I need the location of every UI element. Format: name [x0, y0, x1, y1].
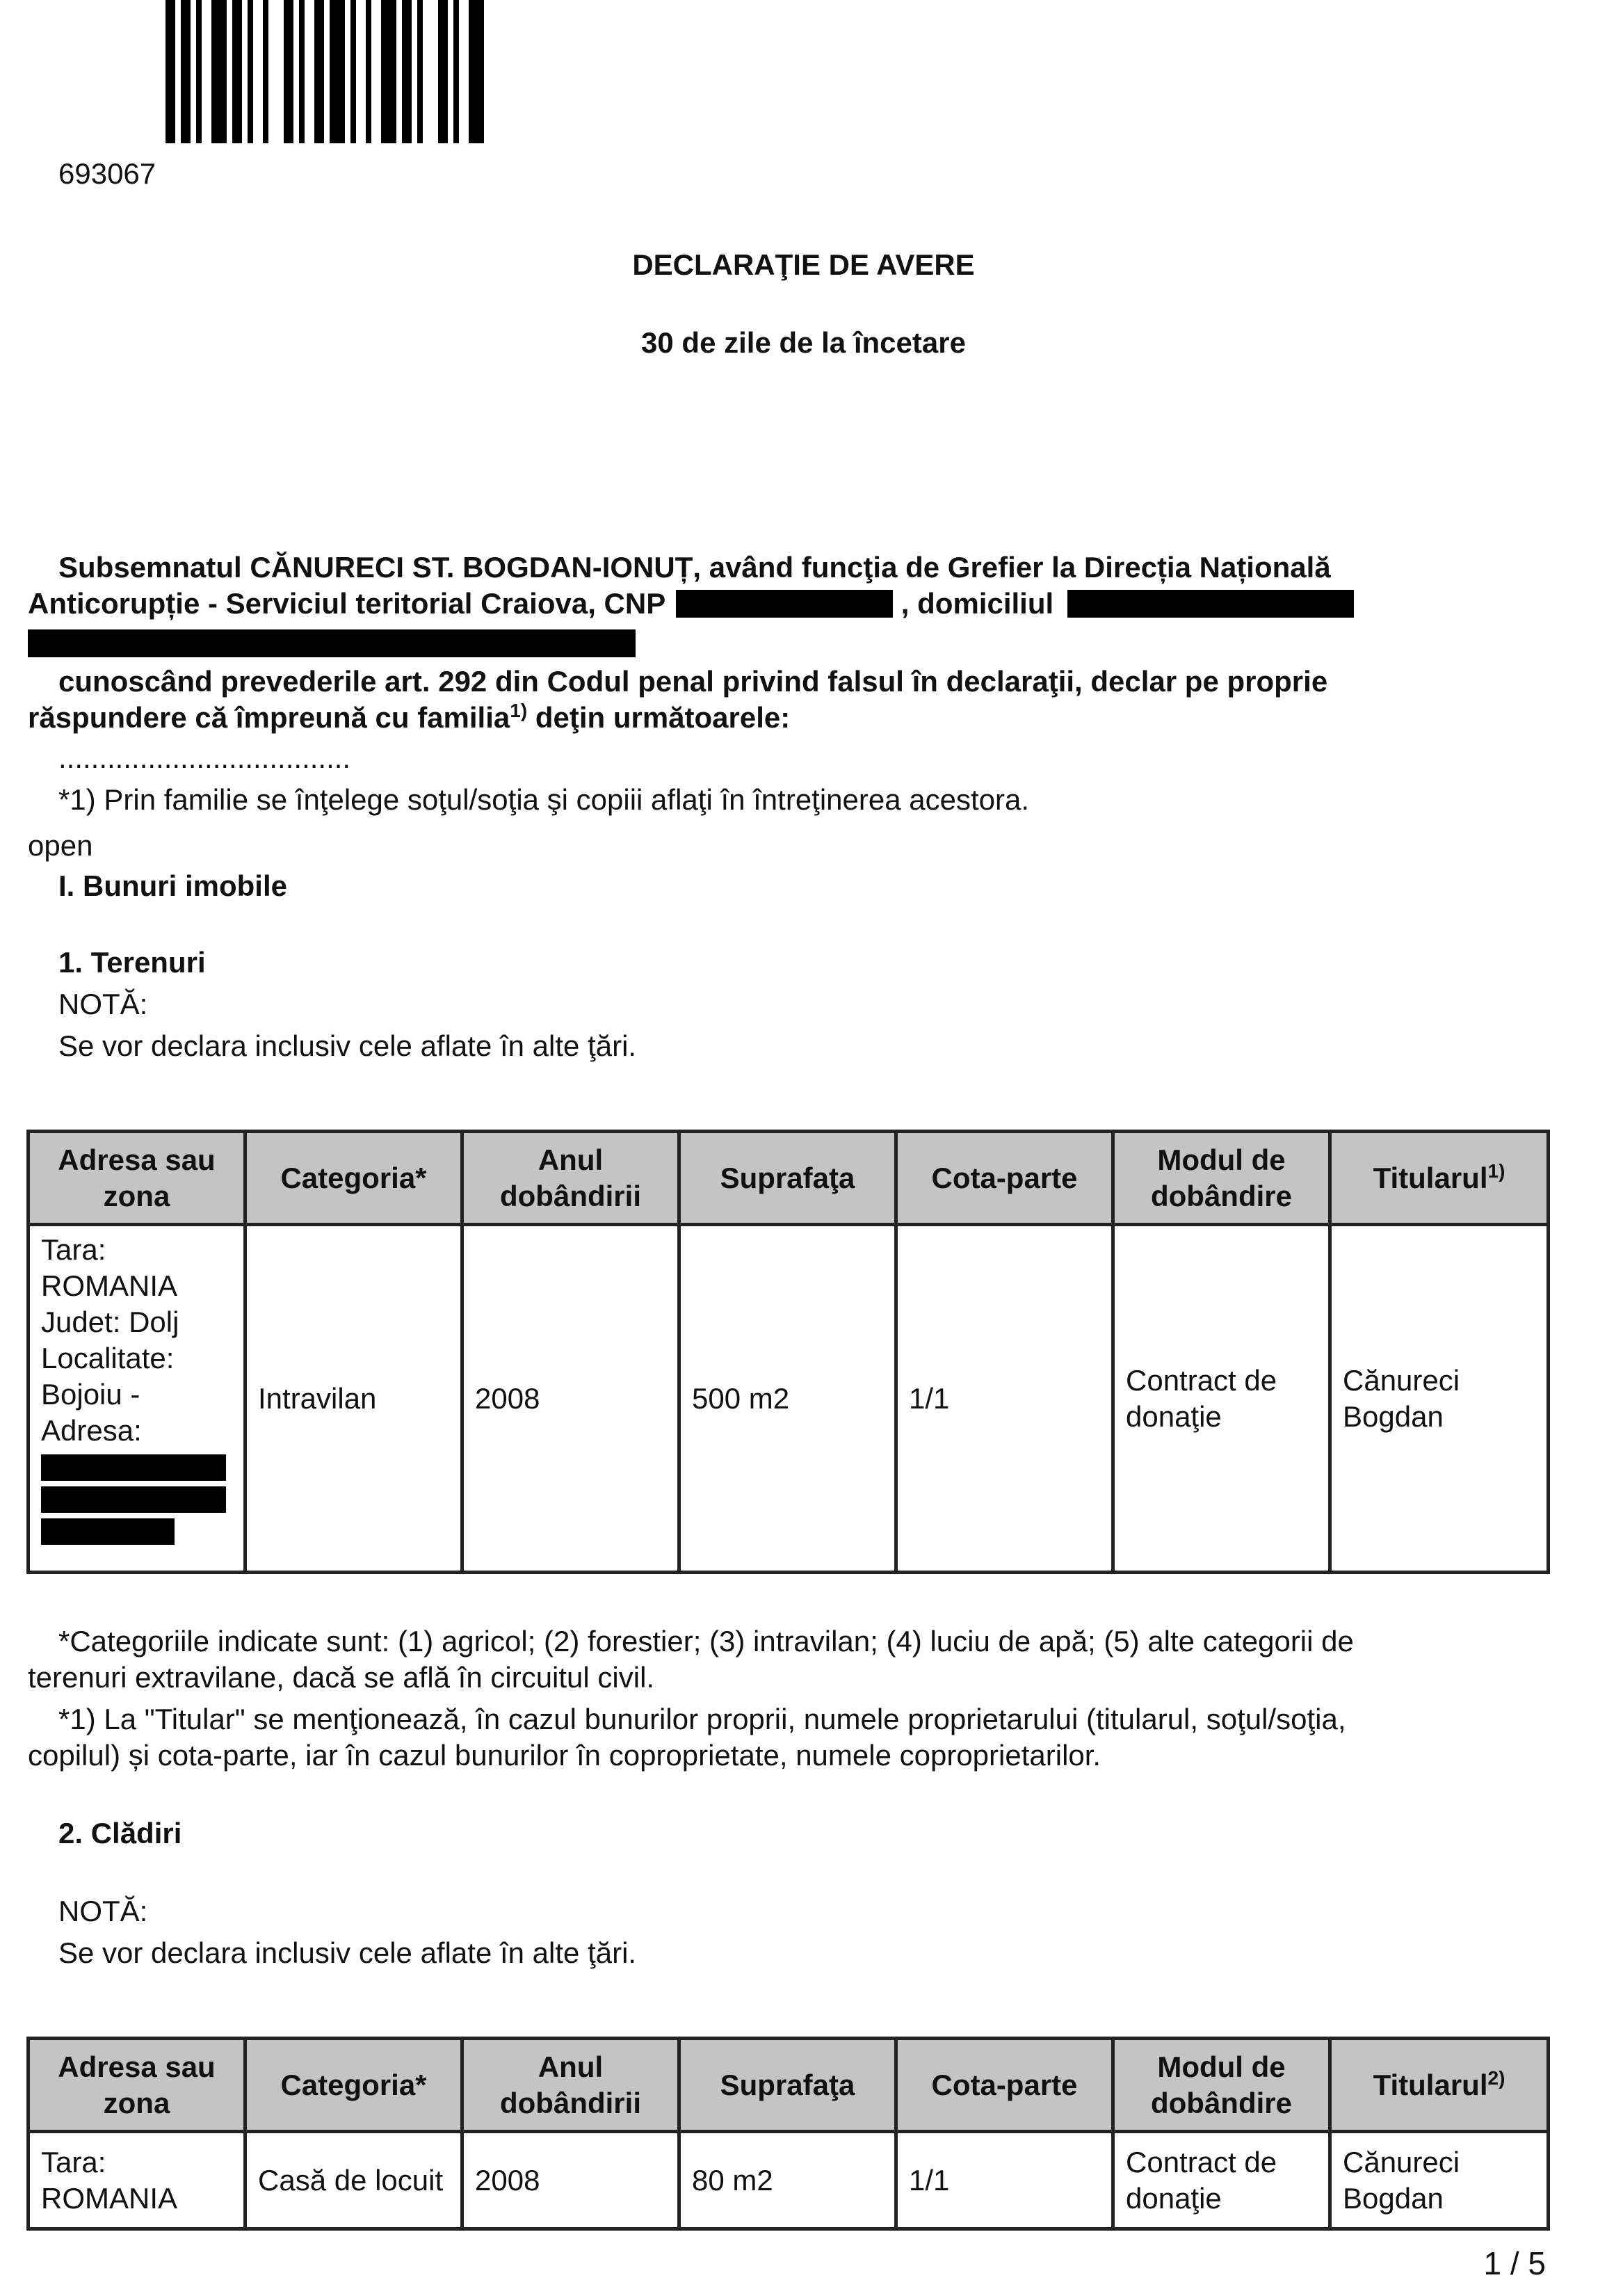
barcode-bar: [248, 0, 253, 143]
cell-mode: Contract de donaţie: [1113, 1225, 1330, 1573]
col-mode: Modul de dobândire: [1113, 1132, 1330, 1225]
categories-note-line-2: terenuri extravilane, dacă se află în circuitul civil.: [28, 1661, 655, 1694]
barcode: [165, 0, 757, 143]
col-category: Categoria*: [245, 2039, 462, 2132]
cell-category: Casă de locuit: [245, 2132, 462, 2229]
barcode-bar: [165, 0, 175, 143]
cell-surface: 80 m2: [679, 2132, 896, 2229]
barcode-bar: [350, 0, 356, 143]
cell-year: 2008: [462, 1225, 679, 1573]
barcode-bar: [211, 0, 227, 143]
barcode-bar: [402, 0, 412, 143]
nota-text: Se vor declara inclusiv cele aflate în alte ţări.: [58, 1029, 637, 1062]
cell-address: Tara: ROMANIA: [29, 2132, 245, 2229]
barcode-bar: [181, 0, 191, 143]
address-line: ROMANIA: [41, 1269, 178, 1302]
nota-label-2: NOTĂ:: [58, 1895, 148, 1927]
barcode-bar: [417, 0, 423, 143]
table-header-row: [29, 2039, 1549, 2132]
col-address: Adresa sau zona: [29, 2039, 245, 2132]
cell-address: [29, 1225, 245, 1573]
table-header-row: [29, 1132, 1549, 1225]
table-row: [29, 1225, 1549, 1573]
subsection-heading-buildings: 2. Clădiri: [58, 1817, 182, 1849]
address-line: Bojoiu -: [41, 1378, 140, 1411]
open-label: open: [28, 829, 93, 862]
holder-sup: 2): [1487, 2066, 1505, 2089]
col-year: Anul dobândirii: [462, 2039, 679, 2132]
address-line: Adresa:: [41, 1414, 142, 1447]
col-holder: [1330, 1132, 1549, 1225]
barcode-bar: [453, 0, 459, 143]
intro-cnp-label: Anticorupție - Serviciul teritorial Craiova, CNP: [28, 587, 665, 620]
intro-domicile-label: , domiciliul: [901, 587, 1054, 620]
barcode-number: 693067: [58, 157, 156, 190]
barcode-bar: [263, 0, 268, 143]
declaration-line-1: cunoscând prevederile art. 292 din Codul penal privind falsul în declaraţii, declar pe proprie: [58, 665, 1328, 698]
address-line: Localitate:: [41, 1342, 175, 1374]
document-title: DECLARAŢIE DE AVERE: [632, 248, 975, 281]
cell-surface: 500 m2: [679, 1225, 896, 1573]
page-number: 1 / 5: [1483, 2245, 1546, 2281]
barcode-bar: [330, 0, 345, 143]
cell-share: 1/1: [896, 2132, 1113, 2229]
address-line: Tara:: [41, 1233, 106, 1266]
holder-label: Titularul: [1373, 2068, 1488, 2101]
barcode-bar: [314, 0, 324, 143]
footnote-family: *1) Prin familie se înţelege soţul/soţia şi copiii aflaţi în întreţinerea acestora.: [58, 783, 1030, 816]
cell-year: 2008: [462, 2132, 679, 2229]
intro-line-2: [28, 586, 1354, 622]
titular-note-line-2: copilul) și cota-parte, iar în cazul bunurilor în coproprietate, numele coproprietarilor.: [28, 1739, 1101, 1772]
section-heading: I. Bunuri imobile: [58, 869, 288, 902]
redacted-address-1: [41, 1454, 226, 1481]
col-share: Cota-parte: [896, 2039, 1113, 2132]
barcode-bar: [469, 0, 484, 143]
redacted-domicile-2: [28, 629, 636, 657]
table-row: [29, 2132, 1549, 2229]
redacted-address-3: [41, 1518, 175, 1545]
cell-share: 1/1: [896, 1225, 1113, 1573]
barcode-bar: [366, 0, 371, 143]
intro-line-1: Subsemnatul CĂNURECI ST. BOGDAN-IONUȚ, având funcţia de Grefier la Direcția Națională: [58, 551, 1331, 584]
barcode-bar: [438, 0, 448, 143]
footnote-ref: 1): [510, 700, 528, 721]
land-table: [26, 1130, 1550, 1574]
cell-category: Intravilan: [245, 1225, 462, 1573]
col-share: Cota-parte: [896, 1132, 1113, 1225]
cell-holder: Cănureci Bogdan: [1330, 2132, 1549, 2229]
col-holder: [1330, 2039, 1549, 2132]
holder-sup: 1): [1487, 1159, 1505, 1182]
dotted-line: ....................................: [58, 741, 351, 774]
barcode-bar: [232, 0, 242, 143]
buildings-table: [26, 2037, 1550, 2231]
col-surface: Suprafaţa: [679, 2039, 896, 2132]
nota-text-2: Se vor declara inclusiv cele aflate în alte ţări.: [58, 1936, 637, 1969]
redacted-domicile-1: [1067, 590, 1354, 618]
address-line: Judet: Dolj: [41, 1306, 179, 1338]
cell-holder: Cănureci Bogdan: [1330, 1225, 1549, 1573]
declaration-line-2: [28, 700, 790, 736]
cell-mode: Contract de donaţie: [1113, 2132, 1330, 2229]
barcode-bar: [196, 0, 202, 143]
declaration-end: deţin următoarele:: [527, 701, 791, 734]
categories-note-line-1: *Categoriile indicate sunt: (1) agricol; (2) forestier; (3) intravilan; (4) luciu de apă; (5) alte categorii de: [58, 1625, 1354, 1657]
redacted-address-2: [41, 1486, 226, 1513]
col-mode: Modul de dobândire: [1113, 2039, 1330, 2132]
barcode-bar: [381, 0, 396, 143]
redacted-cnp: [676, 590, 893, 618]
titular-note-line-1: *1) La "Titular" se menţionează, în cazul bunurilor proprii, numele proprietarului (titularul, soţul/soţia,: [58, 1703, 1346, 1735]
barcode-bar: [284, 0, 293, 143]
col-category: Categoria*: [245, 1132, 462, 1225]
nota-label: NOTĂ:: [58, 988, 148, 1020]
barcode-bar: [299, 0, 305, 143]
declaration-text: răspundere că împreună cu familia: [28, 701, 510, 734]
col-address: Adresa sau zona: [29, 1132, 245, 1225]
document-subtitle: 30 de zile de la încetare: [641, 326, 966, 359]
col-surface: Suprafaţa: [679, 1132, 896, 1225]
col-year: Anul dobândirii: [462, 1132, 679, 1225]
subsection-heading-land: 1. Terenuri: [58, 946, 206, 979]
holder-label: Titularul: [1373, 1161, 1488, 1194]
